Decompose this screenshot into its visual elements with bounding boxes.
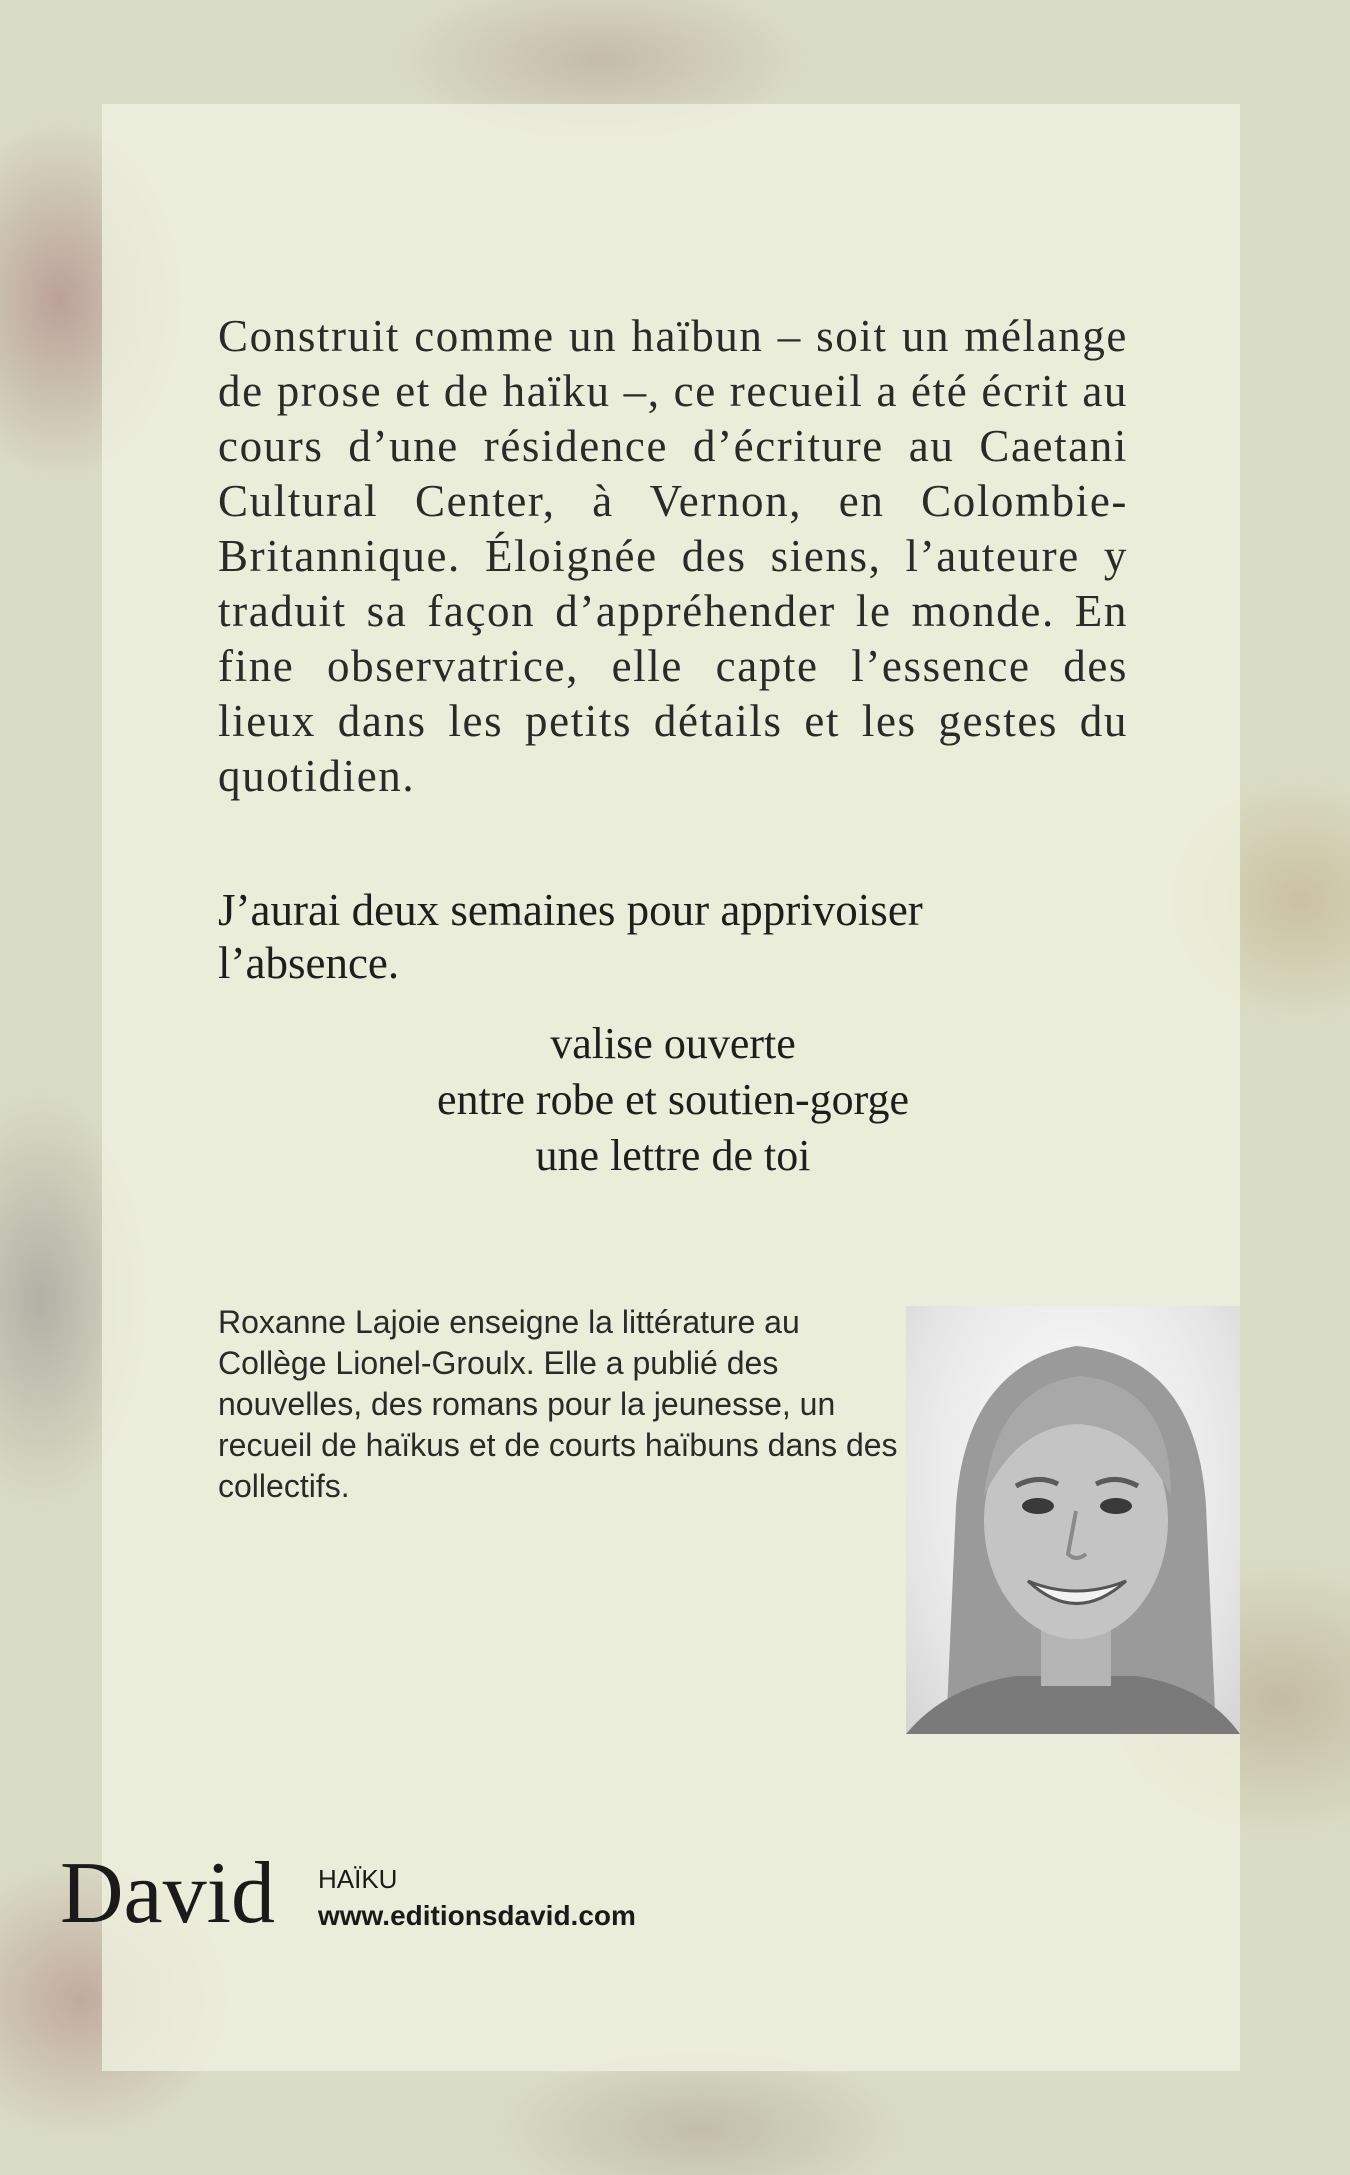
book-blurb: Construit comme un haïbun – soit un mélange de prose et de haïku –, ce recueil a été écrit au cours d’une résidence d’écriture au Caetani Cultural Center, à Vernon, en Colombie-Britannique. Éloignée des siens, l’auteure y traduit sa façon d’appréhender le monde. En fine observatrice, elle capte l’essence des lieux dans les petits détails et les gestes du quotidien. [218,311,1128,801]
publisher-logo: David [60,1845,276,1942]
haiku-line-2: entre robe et soutien-gorge [436,1075,909,1124]
publisher-website[interactable]: www.editionsdavid.com [318,1900,636,1931]
author-portrait-image [906,1306,1240,1734]
haiku-line-3: une lettre de toi [535,1131,811,1180]
author-photo [906,1306,1240,1734]
author-bio: Roxanne Lajoie enseigne la littérature au Collège Lionel-Groulx. Elle a publié des nouvelles, des romans pour la jeunesse, un recueil de haïkus et de courts haïbuns dans des collectifs. [218,1304,898,1504]
excerpt-quote: J’aurai deux semaines pour apprivoiser l’absence. [218,885,923,988]
haiku-excerpt [218,1016,1128,1184]
haiku-line-1: valise ouverte [550,1019,796,1068]
text-panel [102,104,1240,2071]
collection-label: HAÏKU [318,1864,398,1894]
